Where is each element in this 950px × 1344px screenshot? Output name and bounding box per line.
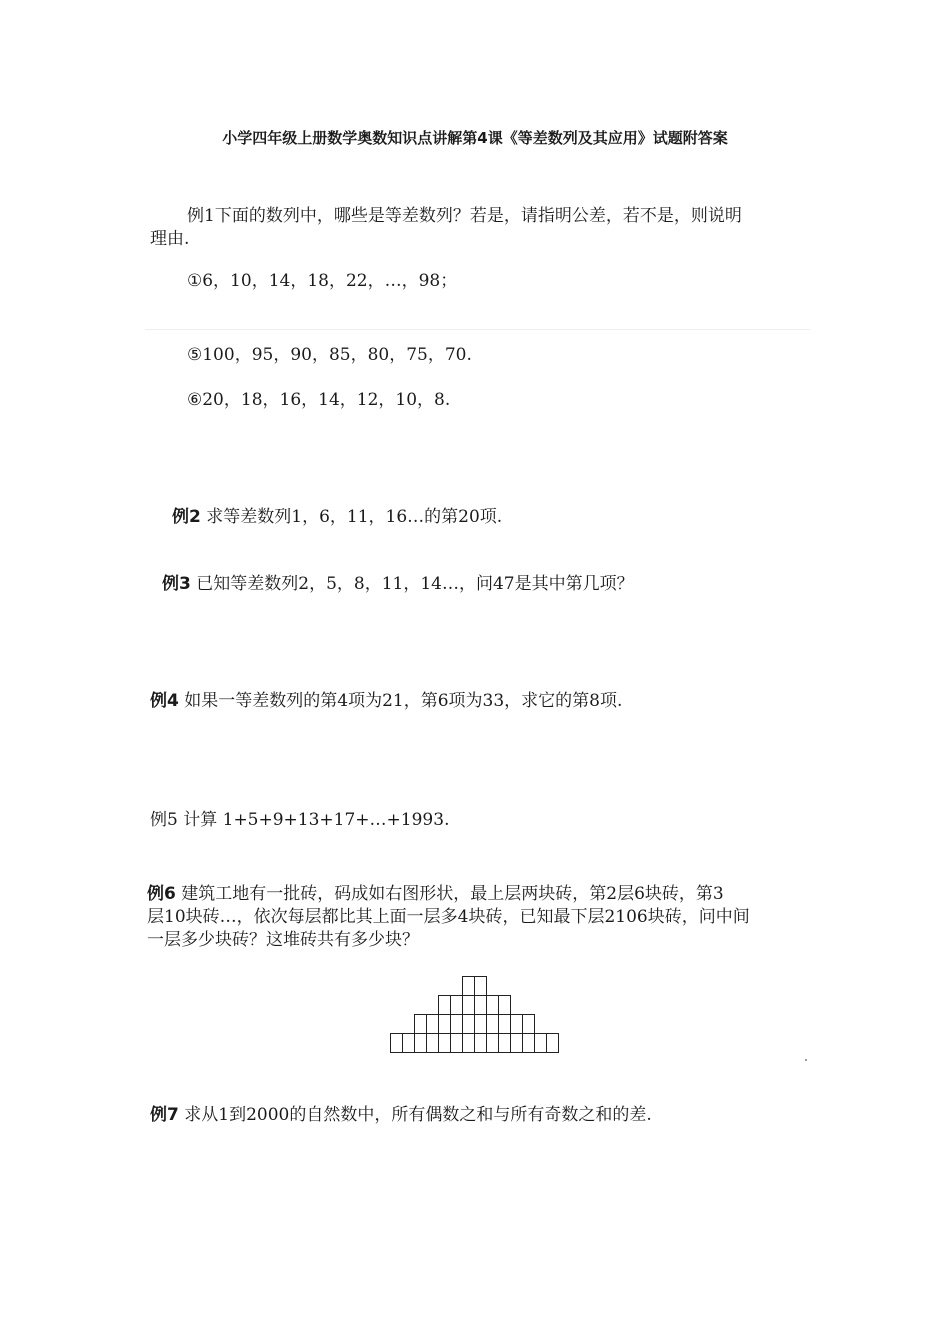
brick <box>439 996 451 1015</box>
brick-pile-figure <box>390 976 562 1056</box>
brick <box>523 1034 535 1053</box>
brick <box>463 977 475 996</box>
example-1-sequence-6: ⑥20，18，16，14，12，10，8. <box>187 390 451 410</box>
example-2 <box>172 505 502 529</box>
brick <box>415 1015 427 1034</box>
brick <box>535 1034 547 1053</box>
example-7 <box>150 1103 652 1127</box>
example-5: 例5 计算 1+5+9+13+17+…+1993. <box>150 810 450 830</box>
brick <box>487 996 499 1015</box>
example-7-label: 例7 <box>150 1105 179 1125</box>
example-2-label: 例2 <box>172 507 201 527</box>
brick <box>475 996 487 1015</box>
brick <box>427 1034 439 1053</box>
document-title: 小学四年级上册数学奥数知识点讲解第4课《等差数列及其应用》试题附答案 <box>222 129 728 147</box>
brick <box>439 1034 451 1053</box>
brick <box>463 1034 475 1053</box>
brick <box>547 1034 559 1053</box>
example-7-text: 求从1到2000的自然数中，所有偶数之和与所有奇数之和的差. <box>184 1105 652 1125</box>
example-2-text: 求等差数列1，6，11，16…的第20项. <box>206 507 503 527</box>
brick <box>439 1015 451 1034</box>
brick <box>499 1034 511 1053</box>
example-1-sequence-5: ⑤100，95，90，85，80，75，70. <box>187 345 472 365</box>
example-4-text: 如果一等差数列的第4项为21，第6项为33，求它的第8项. <box>184 691 623 711</box>
example-6-line-2: 层10块砖…，依次每层都比其上面一层多4块砖，已知最下层2106块砖，问中间 <box>147 907 750 927</box>
example-6-text-1: 建筑工地有一批砖，码成如右图形状，最上层两块砖，第2层6块砖，第3 <box>181 884 724 904</box>
brick <box>475 1034 487 1053</box>
brick <box>415 1034 427 1053</box>
example-1-line-2: 理由. <box>150 229 190 249</box>
example-1-line-1: 例1下面的数列中，哪些是等差数列？若是，请指明公差，若不是，则说明 <box>187 206 742 226</box>
stray-mark <box>805 1059 807 1061</box>
example-6-line-1 <box>147 882 724 906</box>
brick <box>427 1015 439 1034</box>
brick <box>475 977 487 996</box>
brick <box>403 1034 415 1053</box>
brick <box>463 996 475 1015</box>
divider <box>145 329 810 330</box>
example-3 <box>162 572 634 596</box>
brick <box>451 996 463 1015</box>
brick <box>391 1034 403 1053</box>
brick <box>499 1015 511 1034</box>
brick <box>487 1015 499 1034</box>
brick <box>511 1015 523 1034</box>
brick <box>451 1015 463 1034</box>
brick <box>475 1015 487 1034</box>
example-6-line-3: 一层多少块砖？这堆砖共有多少块？ <box>147 930 419 950</box>
example-4 <box>150 689 622 713</box>
brick <box>487 1034 499 1053</box>
example-4-label: 例4 <box>150 691 179 711</box>
brick <box>451 1034 463 1053</box>
brick <box>523 1015 535 1034</box>
example-1-sequence-1: ①6，10，14，18，22，…，98； <box>187 271 458 291</box>
brick <box>499 996 511 1015</box>
example-3-text: 已知等差数列2，5，8，11，14…，问47是其中第几项？ <box>196 574 634 594</box>
brick <box>511 1034 523 1053</box>
example-6-label: 例6 <box>147 884 176 904</box>
brick <box>463 1015 475 1034</box>
example-3-label: 例3 <box>162 574 191 594</box>
